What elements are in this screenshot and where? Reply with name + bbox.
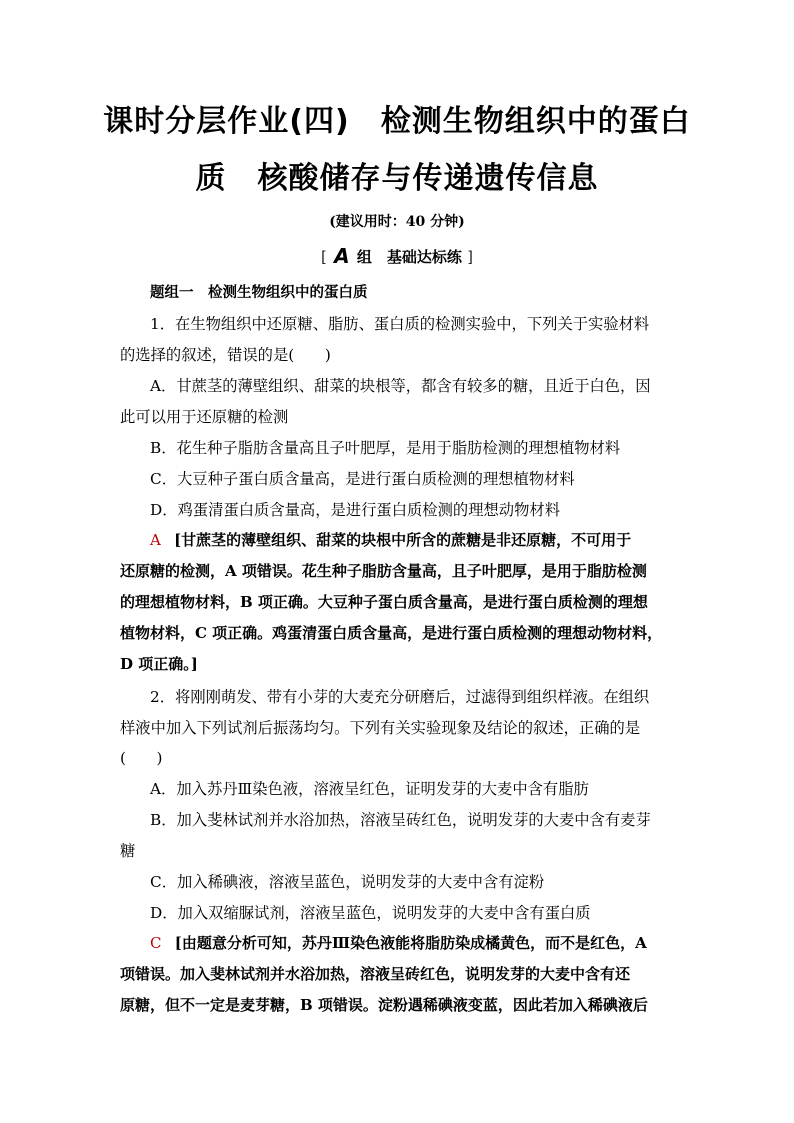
q2-option-b-line-1: B．加入斐林试剂并水浴加热，溶液呈砖红色，说明发芽的大麦中含有麦芽 — [150, 811, 651, 829]
q2-option-c: C．加入稀碘液，溶液呈蓝色，说明发芽的大麦中含有淀粉 — [150, 873, 545, 891]
q2-explanation-line-1 — [150, 932, 647, 953]
suggested-time-note: (建议用时：40 分钟) — [329, 214, 465, 230]
group-title: 组 基础达标练 — [356, 248, 462, 266]
q1-explanation-line-4: 植物材料，C 项正确。鸡蛋清蛋白质含量高，是进行蛋白质检测的理想动物材料， — [120, 624, 663, 642]
section-heading: 题组一 检测生物组织中的蛋白质 — [150, 285, 368, 301]
q1-option-a-line-1: A．甘蔗茎的薄壁组织、甜菜的块根等，都含有较多的糖，且近于白色，因 — [150, 377, 651, 395]
q1-explanation-line-5: D 项正确。] — [120, 655, 198, 673]
page-title-line-1: 课时分层作业(四) 检测生物组织中的蛋白 — [103, 104, 691, 139]
q1-stem-line-1: 1．在生物组织中还原糖、脂肪、蛋白质的检测实验中，下列关于实验材料 — [150, 315, 650, 333]
q1-explanation-line-3: 的理想植物材料，B 项正确。大豆种子蛋白质含量高，是进行蛋白质检测的理想 — [120, 593, 648, 611]
q2-answer: C — [150, 934, 162, 952]
group-bracket-open: [ — [321, 248, 327, 266]
page-title-line-2: 质 核酸储存与传递遗传信息 — [195, 161, 599, 196]
q2-option-a: A．加入苏丹Ⅲ染色液，溶液呈红色，证明发芽的大麦中含有脂肪 — [150, 780, 589, 798]
q2-option-b-line-2: 糖 — [120, 842, 136, 860]
q2-stem-line-2: 样液中加入下列试剂后振荡均匀。下列有关实验现象及结论的叙述，正确的是 — [120, 719, 641, 737]
q1-answer: A — [150, 531, 161, 549]
q1-option-b: B．花生种子脂肪含量高且子叶肥厚，是用于脂肪检测的理想植物材料 — [150, 439, 621, 457]
group-header — [0, 244, 794, 268]
q2-explanation-text-1: [由题意分析可知，苏丹Ⅲ染色液能将脂肪染成橘黄色，而不是红色，A — [174, 934, 647, 952]
q1-explanation-line-1 — [150, 529, 631, 550]
q1-option-a-line-2: 此可以用于还原糖的检测 — [120, 408, 289, 426]
q2-explanation-line-3: 原糖，但不一定是麦芽糖，B 项错误。淀粉遇稀碘液变蓝，因此若加入稀碘液后 — [120, 996, 648, 1014]
q1-stem-line-2: 的选择的叙述，错误的是( ) — [120, 346, 331, 364]
q2-option-d: D．加入双缩脲试剂，溶液呈蓝色，说明发芽的大麦中含有蛋白质 — [150, 904, 591, 922]
q1-option-c: C．大豆种子蛋白质含量高，是进行蛋白质检测的理想植物材料 — [150, 470, 575, 488]
q2-explanation-line-2: 项错误。加入斐林试剂并水浴加热，溶液呈砖红色，说明发芽的大麦中含有还 — [120, 965, 631, 983]
q1-explanation-line-2: 还原糖的检测，A 项错误。花生种子脂肪含量高，且子叶肥厚，是用于脂肪检测 — [120, 562, 647, 580]
group-bracket-close: ] — [467, 248, 473, 266]
q2-stem-line-3: ( ) — [120, 749, 163, 767]
q1-option-d: D．鸡蛋清蛋白质含量高，是进行蛋白质检测的理想动物材料 — [150, 501, 560, 519]
q1-explanation-text-1: [甘蔗茎的薄壁组织、甜菜的块根中所含的蔗糖是非还原糖，不可用于 — [174, 531, 632, 549]
q2-stem-line-1: 2．将刚刚萌发、带有小芽的大麦充分研磨后，过滤得到组织样液。在组织 — [150, 688, 650, 706]
group-letter: A — [334, 244, 350, 268]
